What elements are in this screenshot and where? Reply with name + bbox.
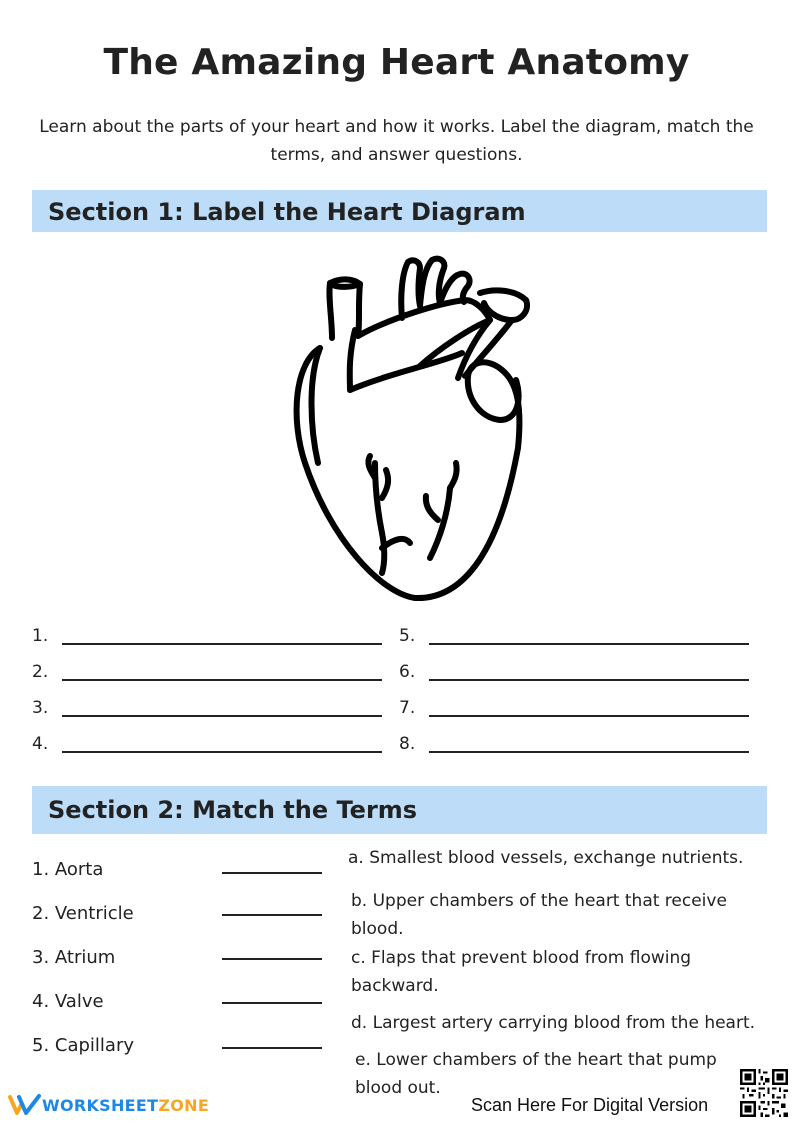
definition-a: a. Smallest blood vessels, exchange nutrients. <box>348 848 744 868</box>
answer-line[interactable] <box>62 715 382 717</box>
brand-name-part-1: WORKSHEET <box>42 1096 159 1115</box>
term-capillary: 5. Capillary <box>32 1035 135 1056</box>
label-row-1 <box>32 626 392 646</box>
term-ventricle: 2. Ventricle <box>32 903 134 924</box>
label-number: 2. <box>32 662 49 682</box>
section-1-header <box>32 190 767 232</box>
section-2-header <box>32 786 767 834</box>
match-blank-1[interactable] <box>222 872 322 874</box>
answer-line[interactable] <box>429 679 749 681</box>
label-row-8 <box>399 734 759 754</box>
intro-text: Learn about the parts of your heart and how it works. Label the diagram, match the terms, and answer questions. <box>39 117 754 165</box>
label-row-2 <box>32 662 392 682</box>
definition-c: c. Flaps that prevent blood from flowing backward. <box>351 948 692 996</box>
match-blank-2[interactable] <box>222 914 322 916</box>
label-row-6 <box>399 662 759 682</box>
label-row-5 <box>399 626 759 646</box>
label-number: 4. <box>32 734 49 754</box>
answer-line[interactable] <box>429 715 749 717</box>
scan-instruction: Scan Here For Digital Version <box>471 1095 709 1115</box>
definition-b: b. Upper chambers of the heart that receive blood. <box>351 891 727 939</box>
answer-line[interactable] <box>62 679 382 681</box>
answer-line[interactable] <box>429 751 749 753</box>
heart-diagram <box>290 248 530 604</box>
brand-name-part-2: ZONE <box>158 1096 210 1115</box>
page-title: The Amazing Heart Anatomy <box>103 42 690 83</box>
section-2-title: Section 2: Match the Terms <box>48 796 418 824</box>
answer-line[interactable] <box>62 643 382 645</box>
answer-line[interactable] <box>429 643 749 645</box>
term-valve: 4. Valve <box>32 991 104 1012</box>
match-blank-4[interactable] <box>222 1002 322 1004</box>
label-number: 1. <box>32 626 49 646</box>
label-row-4 <box>32 734 392 754</box>
answer-line[interactable] <box>62 751 382 753</box>
match-blank-3[interactable] <box>222 958 322 960</box>
brand-name <box>42 1096 209 1115</box>
qr-code-icon[interactable] <box>740 1069 788 1117</box>
label-number: 5. <box>399 626 416 646</box>
definition-d: d. Largest artery carrying blood from the heart. <box>351 1013 756 1033</box>
definition-e: e. Lower chambers of the heart that pump blood out. <box>355 1050 717 1098</box>
match-blank-5[interactable] <box>222 1047 322 1049</box>
label-row-3 <box>32 698 392 718</box>
label-number: 6. <box>399 662 416 682</box>
section-1-title: Section 1: Label the Heart Diagram <box>48 198 526 226</box>
label-number: 7. <box>399 698 416 718</box>
label-number: 3. <box>32 698 49 718</box>
term-atrium: 3. Atrium <box>32 947 116 968</box>
term-aorta: 1. Aorta <box>32 859 104 880</box>
worksheetzone-logo-icon <box>8 1093 42 1117</box>
label-number: 8. <box>399 734 416 754</box>
label-row-7 <box>399 698 759 718</box>
